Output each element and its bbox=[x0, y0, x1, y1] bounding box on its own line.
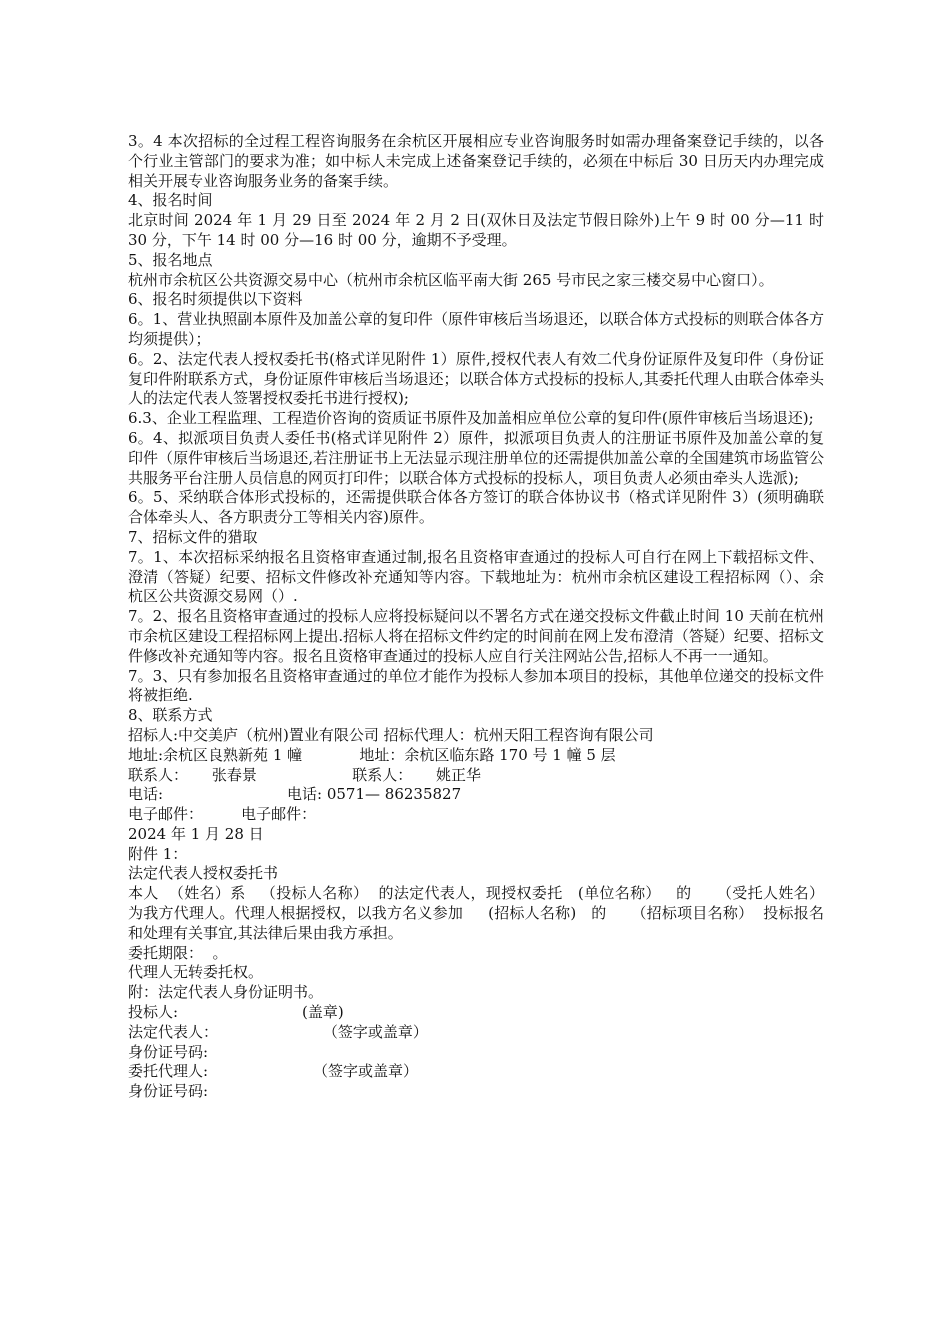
paragraph-6-3: 6.3、企业工程监理、工程造价咨询的资质证书原件及加盖相应单位公章的复印件(原件审核后当场退还); bbox=[128, 409, 814, 428]
paragraph-registration-location: 杭州市余杭区公共资源交易中心（杭州市余杭区临平南大街 265 号市民之家三楼交易中心窗口）。 bbox=[128, 270, 774, 289]
heading-registration-location: 5、报名地点 bbox=[128, 250, 213, 269]
paragraph-6-5: 6。5、采纳联合体形式投标的，还需提供联合体各方签订的联合体协议书（格式详见附件 3）(须明确联合体牵头人、各方职责分工等相关内容)原件。 bbox=[128, 488, 824, 527]
signature-legal-rep: 法定代表人： （签字或盖章） bbox=[128, 1022, 428, 1041]
signature-legal-rep-id: 身份证号码: bbox=[128, 1042, 209, 1061]
signature-bidder: 投标人: (盖章) bbox=[128, 1003, 344, 1022]
attachment-label: 附件 1： bbox=[128, 844, 188, 863]
authorization-period: 委托期限： 。 bbox=[128, 943, 228, 962]
attachment-note: 附：法定代表人身份证明书。 bbox=[128, 983, 324, 1002]
document-date: 2024 年 1 月 28 日 bbox=[128, 824, 264, 843]
paragraph-7-1: 7。1、本次招标采纳报名且资格审查通过制,报名且资格审查通过的投标人可自行在网上下载招标文件、澄清（答疑）纪要、招标文件修改补充通知等内容。下载地址为：杭州市余杭区建设工程招标网（）、余杭区公共资源交易网（）. bbox=[128, 547, 824, 606]
paragraph-6-2: 6。2、法定代表人授权委托书(格式详见附件 1）原件,授权代表人有效二代身份证原件及复印件（身份证复印件附联系方式，身份证原件审核后当场退还；以联合体方式投标的投标人,其委托代理人由联合体牵头人的法定代表人签署授权委托书进行授权); bbox=[128, 349, 824, 408]
attachment-title: 法定代表人授权委托书 bbox=[128, 864, 279, 883]
paragraph-3-4: 3。4 本次招标的全过程工程咨询服务在余杭区开展相应专业咨询服务时如需办理备案登记手续的，以各个行业主管部门的要求为准；如中标人未完成上述备案登记手续的，必须在中标后 30 日历天内办理完成相关开展专业咨询服务业务的备案手续。 bbox=[128, 132, 824, 190]
paragraph-6-4: 6。4、拟派项目负责人委任书(格式详见附件 2）原件，拟派项目负责人的注册证书原件及加盖公章的复印件（原件审核后当场退还,若注册证书上无法显示现注册单位的还需提供加盖公章的全国建筑市场监管公共服务平台注册人员信息的网页打印件；以联合体方式投标的投标人，项目负责人必须由牵头人选派); bbox=[128, 428, 824, 487]
paragraph-7-2: 7。2、报名且资格审查通过的投标人应将投标疑问以不署名方式在递交投标文件截止时间 10 天前在杭州市余杭区建设工程招标网上提出.招标人将在招标文件约定的时间前在网上发布澄清（答疑）纪要、招标文件修改补充通知等内容。报名且资格审查通过的投标人应自行关注网站公告,招标人不再一一通知。 bbox=[128, 607, 824, 665]
heading-registration-time: 4、报名时间 bbox=[128, 191, 213, 210]
contact-parties: 招标人:中交美庐（杭州)置业有限公司 招标代理人：杭州天阳工程咨询有限公司 bbox=[128, 725, 654, 744]
paragraph-6-1: 6。1、营业执照副本原件及加盖公章的复印件（原件审核后当场退还，以联合体方式投标的则联合体各方均须提供）； bbox=[128, 310, 824, 348]
heading-required-materials: 6、报名时须提供以下资料 bbox=[128, 290, 303, 309]
paragraph-registration-time: 北京时间 2024 年 1 月 29 日至 2024 年 2 月 2 日(双休日及法定节假日除外)上午 9 时 00 分—11 时 30 分，下午 14 时 00 分—16 时 00 分，逾期不予受理。 bbox=[128, 211, 829, 249]
heading-tender-documents: 7、招标文件的猎取 bbox=[128, 527, 258, 546]
no-sub-delegation: 代理人无转委托权。 bbox=[128, 963, 264, 982]
heading-contact: 8、联系方式 bbox=[128, 706, 213, 725]
signature-agent-id: 身份证号码: bbox=[128, 1082, 209, 1101]
contact-emails: 电子邮件： 电子邮件： bbox=[128, 805, 317, 824]
authorization-body: 本人 （姓名）系 （投标人名称） 的法定代表人，现授权委托 (单位名称） 的 （受托人姓名） 为我方代理人。代理人根据授权，以我方名义参加 (招标人名称) 的 （招标项目名称） 投标报名和处理有关事宜,其法律后果由我方承担。 bbox=[128, 884, 839, 942]
contact-phones: 电话: 电话: 0571— 86235827 bbox=[128, 785, 462, 804]
paragraph-7-3: 7。3、只有参加报名且资格审查通过的单位才能作为投标人参加本项目的投标，其他单位递交的投标文件将被拒绝. bbox=[128, 666, 824, 705]
signature-agent: 委托代理人: （签字或盖章） bbox=[128, 1062, 418, 1081]
contact-addresses: 地址:余杭区良熟新苑 1 幢 地址：余杭区临东路 170 号 1 幢 5 层 bbox=[128, 745, 616, 764]
contact-persons: 联系人： 张春景 联系人： 姚正华 bbox=[128, 765, 482, 784]
